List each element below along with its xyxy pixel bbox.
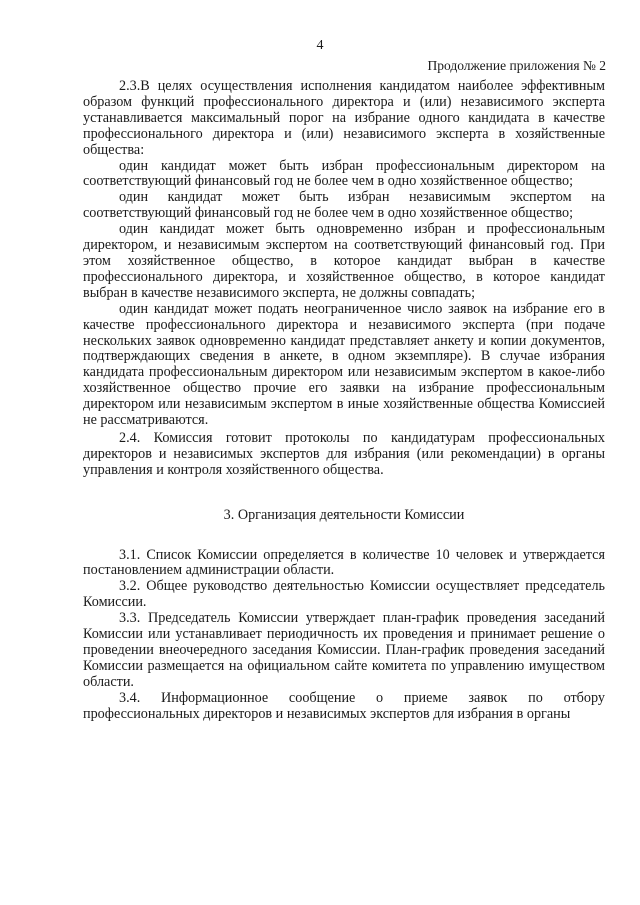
paragraph-3-3: 3.3. Председатель Комиссии утверждает план-график проведения заседаний Комиссии или устанавливает периодичность их проведения и принимает решение о проведении внеочередного заседания Комиссии. План-график проведения заседаний Комиссии размещается на официальном сайте комитета по управлению имуществом области. [83,610,605,690]
list-item-expert: один кандидат может быть избран независимым экспертом на соответствующий финансовый год не более чем в одно хозяйственное общество; [83,189,605,222]
list-item-applications: один кандидат может подать неограниченное число заявок на избрание его в качестве профессионального директора и независимого эксперта (при подаче нескольких заявок одновременно кандидат представляет анкету и копии документов, подтверждающих сведения в анкете, в одном экземпляре). В случае избрания кандидата профессиональным директором или независимым экспертом в какое-либо хозяйственное общество прочие его заявки на избрание профессиональным директором или независимым экспертом в иные хозяйственные общества Комиссией не рассматриваются. [83,300,605,429]
paragraph-2-4: 2.4. Комиссия готовит протоколы по кандидатурам профессиональных директоров и независимых экспертов для избрания (или рекомендации) в органы управления и контроля хозяйственного общества. [83,429,605,478]
paragraph-2-3: 2.3.В целях осуществления исполнения кандидатом наиболее эффективным образом функций профессионального директора и (или) независимого эксперта устанавливается максимальный порог на избрание одного кандидата в качестве профессионального директора и (или) независимого эксперта в хозяйственные общества: [83,78,605,158]
appendix-label: Продолжение приложения № 2 [427,58,606,73]
page-number: 4 [316,38,324,53]
paragraph-3-1: 3.1. Список Комиссии определяется в количестве 10 человек и утверждается постановлением администрации области. [83,546,605,579]
paragraph-3-2: 3.2. Общее руководство деятельностью Комиссии осуществляет председатель Комиссии. [83,578,605,611]
section-heading: 3. Организация деятельности Комиссии [223,506,465,523]
list-item-both: один кандидат может быть одновременно избран и профессиональным директором, и независимым экспертом на соответствующий финансовый год. При этом хозяйственное общество, в которое кандидат выбран в качестве профессионального директора, и хозяйственное общество, в которое кандидат выбран в качестве независимого эксперта, не должны совпадать; [83,221,605,301]
paragraph-3-4: 3.4. Информационное сообщение о приеме заявок по отбору профессиональных директоров и независимых экспертов для избрания в органы [83,689,605,722]
list-item-director: один кандидат может быть избран профессиональным директором на соответствующий финансовый год не более чем в одно хозяйственное общество; [83,157,605,190]
document-body [83,79,605,723]
